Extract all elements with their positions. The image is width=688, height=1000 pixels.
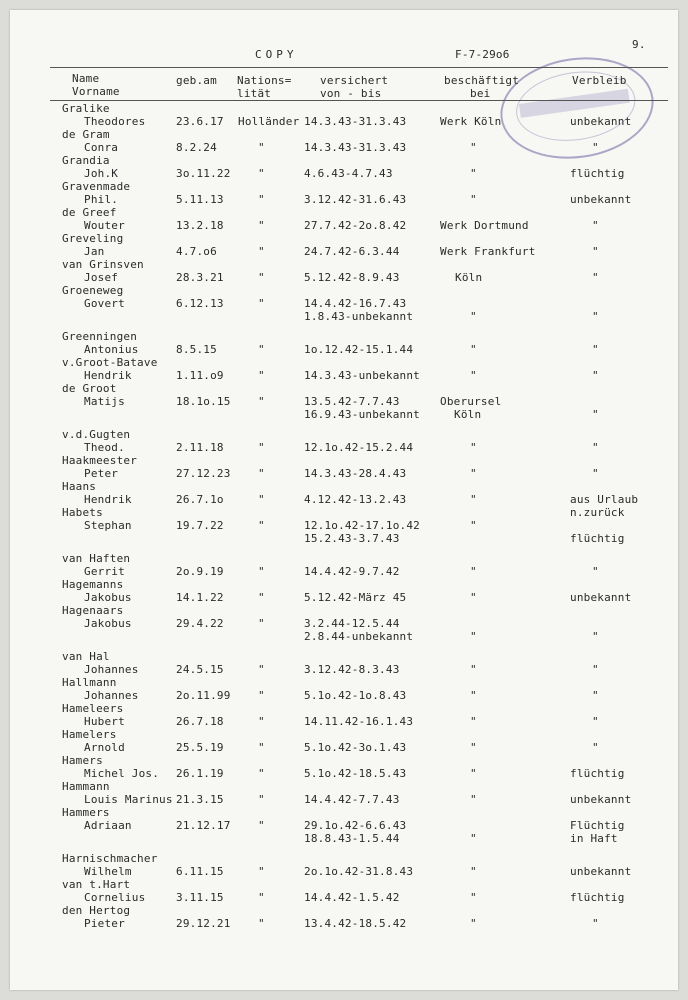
row-employer: Köln [455,271,483,284]
row-whereabouts: in Haft [570,832,618,845]
row-given-name: Louis Marinus [84,793,173,806]
row-employer: " [470,519,477,532]
row-employer: " [470,493,477,506]
row-employer: " [470,565,477,578]
row-nationality: " [258,141,265,154]
row-birth-date: 29.4.22 [176,617,224,630]
row-whereabouts: " [592,715,599,728]
row-given-name: Stephan [84,519,132,532]
row-employer: " [470,141,477,154]
row-insured-period: 12.1o.42-15.2.44 [304,441,414,454]
col-header-name: Name [72,72,100,85]
row-given-name: Matijs [84,395,125,408]
col-header-vers-2: von - bis [320,87,382,100]
row-insured-period: 5.1o.42-1o.8.43 [304,689,407,702]
col-header-besch-1: beschäftigt [444,74,520,87]
row-insured-period: 2o.1o.42-31.8.43 [304,865,414,878]
row-given-name: Gerrit [84,565,125,578]
row-birth-date: 2.11.18 [176,441,224,454]
row-given-name: Hendrik [84,493,132,506]
row-surname: v.Groot-Batave [62,356,158,369]
row-insured-period: 13.4.42-18.5.42 [304,917,407,930]
row-birth-date: 6.12.13 [176,297,224,310]
row-birth-date: 5.11.13 [176,193,224,206]
row-whereabouts: " [592,271,599,284]
row-given-name: Peter [84,467,119,480]
row-birth-date: 6.11.15 [176,865,224,878]
row-employer: Köln [454,408,482,421]
row-surname: Greveling [62,232,124,245]
row-birth-date: 3o.11.22 [176,167,231,180]
row-surname: Hallmann [62,676,117,689]
row-insured-period: 1o.12.42-15.1.44 [304,343,414,356]
row-insured-period: 14.3.43-unbekannt [304,369,420,382]
row-given-name: Hubert [84,715,125,728]
row-surname: de Groot [62,382,117,395]
row-nationality: " [258,493,265,506]
row-given-name: Michel Jos. [84,767,160,780]
row-birth-date: 4.7.o6 [176,245,217,258]
row-surname: Greenningen [62,330,138,343]
row-birth-date: 8.2.24 [176,141,217,154]
col-header-verbleib: Verbleib [572,74,627,87]
header-rule-bottom [50,100,668,101]
row-employer: " [470,663,477,676]
row-nationality: " [258,617,265,630]
row-nationality: " [258,591,265,604]
row-employer: " [470,193,477,206]
row-whereabouts: " [592,343,599,356]
col-header-vorname: Vorname [72,85,120,98]
row-given-name: Hendrik [84,369,132,382]
row-employer: " [470,591,477,604]
row-given-name: Conra [84,141,119,154]
row-given-name: Jakobus [84,591,132,604]
row-insured-period: 15.2.43-3.7.43 [304,532,400,545]
row-given-name: Adriaan [84,819,132,832]
row-nationality: " [258,343,265,356]
row-given-name: Johannes [84,689,139,702]
row-whereabouts: Flüchtig [570,819,625,832]
row-whereabouts: unbekannt [570,115,632,128]
row-birth-date: 26.1.19 [176,767,224,780]
row-birth-date: 3.11.15 [176,891,224,904]
row-employer: " [470,891,477,904]
row-surname: van t.Hart [62,878,131,891]
row-employer: " [470,832,477,845]
row-insured-period: 29.1o.42-6.6.43 [304,819,407,832]
row-surname: Haakmeester [62,454,138,467]
row-insured-period: 14.3.43-31.3.43 [304,115,407,128]
row-whereabouts: " [592,441,599,454]
row-birth-date: 23.6.17 [176,115,224,128]
row-given-name: Joh.K [84,167,119,180]
row-nationality: " [258,193,265,206]
row-employer: " [470,767,477,780]
row-employer: " [470,467,477,480]
row-whereabouts: " [592,141,599,154]
row-birth-date: 29.12.21 [176,917,231,930]
row-nationality: " [258,245,265,258]
row-given-name: Govert [84,297,125,310]
row-surname: Gravenmade [62,180,131,193]
row-employer: " [470,441,477,454]
row-nationality: " [258,369,265,382]
row-whereabouts: unbekannt [570,793,632,806]
row-employer: " [470,689,477,702]
row-employer: " [470,630,477,643]
row-nationality: " [258,715,265,728]
row-nationality: " [258,297,265,310]
row-surname: van Grinsven [62,258,144,271]
row-birth-date: 21.3.15 [176,793,224,806]
row-given-name: Wouter [84,219,125,232]
row-birth-date: 26.7.1o [176,493,224,506]
row-birth-date: 8.5.15 [176,343,217,356]
row-surname: Hamelers [62,728,117,741]
row-employer: Werk Köln [440,115,502,128]
row-nationality: " [258,565,265,578]
row-insured-period: 14.3.43-28.4.43 [304,467,407,480]
row-insured-period: 3.2.44-12.5.44 [304,617,400,630]
row-birth-date: 25.5.19 [176,741,224,754]
row-whereabouts: " [592,245,599,258]
row-given-name: Jan [84,245,105,258]
doc-reference: F-7-29o6 [455,48,510,61]
row-surname: Groeneweg [62,284,124,297]
row-whereabouts: unbekannt [570,865,632,878]
row-surname: van Hal [62,650,110,663]
row-given-name: Theod. [84,441,125,454]
row-given-name: Phil. [84,193,119,206]
row-whereabouts: " [592,565,599,578]
row-insured-period: 16.9.43-unbekannt [304,408,420,421]
row-insured-period: 14.3.43-31.3.43 [304,141,407,154]
col-header-besch-2: bei [470,87,491,100]
row-surname: Hagenaars [62,604,124,617]
row-nationality: " [258,167,265,180]
row-employer: " [470,917,477,930]
row-surname: Hamers [62,754,103,767]
row-insured-period: 14.4.42-1.5.42 [304,891,400,904]
row-whereabouts: flüchtig [570,767,625,780]
row-insured-period: 5.12.42-März 45 [304,591,407,604]
row-employer: " [470,167,477,180]
row-insured-period: 14.4.42-7.7.43 [304,793,400,806]
row-birth-date: 24.5.15 [176,663,224,676]
row-nationality: " [258,917,265,930]
row-employer: Werk Dortmund [440,219,529,232]
row-whereabouts: " [592,310,599,323]
col-header-geb: geb.am [176,74,217,87]
row-surname: van Haften [62,552,131,565]
row-employer: " [470,343,477,356]
row-insured-period: 14.4.42-16.7.43 [304,297,407,310]
row-birth-date: 14.1.22 [176,591,224,604]
row-whereabouts: unbekannt [570,193,632,206]
row-nationality: " [258,395,265,408]
row-nationality: " [258,271,265,284]
doc-title: COPY [255,48,298,61]
row-surname: den Hertog [62,904,131,917]
row-surname: Hagemanns [62,578,124,591]
row-birth-date: 26.7.18 [176,715,224,728]
row-given-name: Josef [84,271,119,284]
row-insured-period: 27.7.42-2o.8.42 [304,219,407,232]
row-given-name: Wilhelm [84,865,132,878]
header-rule-top [50,67,668,68]
col-header-nat-1: Nations= [237,74,292,87]
row-employer: " [470,741,477,754]
row-birth-date: 1.11.o9 [176,369,224,382]
row-insured-period: 3.12.42-8.3.43 [304,663,400,676]
row-surname: Harnischmacher [62,852,158,865]
row-whereabouts: n.zurück [570,506,625,519]
row-nationality: " [258,467,265,480]
row-birth-date: 21.12.17 [176,819,231,832]
row-insured-period: 1.8.43-unbekannt [304,310,414,323]
row-whereabouts: " [592,663,599,676]
row-nationality: " [258,441,265,454]
row-given-name: Jakobus [84,617,132,630]
row-birth-date: 27.12.23 [176,467,231,480]
row-whereabouts: " [592,630,599,643]
row-insured-period: 5.1o.42-3o.1.43 [304,741,407,754]
row-birth-date: 28.3.21 [176,271,224,284]
row-surname: de Greef [62,206,117,219]
row-nationality: " [258,767,265,780]
row-given-name: Johannes [84,663,139,676]
row-nationality: " [258,865,265,878]
row-whereabouts: " [592,369,599,382]
row-surname: Grandia [62,154,110,167]
row-whereabouts: " [592,689,599,702]
row-insured-period: 13.5.42-7.7.43 [304,395,400,408]
row-whereabouts: " [592,917,599,930]
row-given-name: Cornelius [84,891,146,904]
row-nationality: " [258,519,265,532]
row-whereabouts: " [592,467,599,480]
row-birth-date: 19.7.22 [176,519,224,532]
row-insured-period: 12.1o.42-17.1o.42 [304,519,420,532]
row-employer: Werk Frankfurt [440,245,536,258]
row-nationality: " [258,819,265,832]
row-employer: " [470,310,477,323]
row-whereabouts: flüchtig [570,532,625,545]
row-birth-date: 2o.11.99 [176,689,231,702]
row-birth-date: 2o.9.19 [176,565,224,578]
row-insured-period: 4.12.42-13.2.43 [304,493,407,506]
row-surname: Hammann [62,780,110,793]
row-whereabouts: " [592,219,599,232]
row-given-name: Arnold [84,741,125,754]
row-nationality: Holländer [238,115,300,128]
row-nationality: " [258,741,265,754]
row-nationality: " [258,891,265,904]
row-given-name: Antonius [84,343,139,356]
row-whereabouts: " [592,408,599,421]
row-surname: Haans [62,480,97,493]
row-whereabouts: flüchtig [570,891,625,904]
row-employer: Oberursel [440,395,502,408]
row-whereabouts: " [592,741,599,754]
row-insured-period: 24.7.42-6.3.44 [304,245,400,258]
row-insured-period: 3.12.42-31.6.43 [304,193,407,206]
row-nationality: " [258,689,265,702]
row-whereabouts: aus Urlaub [570,493,639,506]
row-insured-period: 4.6.43-4.7.43 [304,167,393,180]
row-employer: " [470,715,477,728]
row-insured-period: 2.8.44-unbekannt [304,630,414,643]
row-whereabouts: flüchtig [570,167,625,180]
row-insured-period: 5.1o.42-18.5.43 [304,767,407,780]
col-header-vers-1: versichert [320,74,389,87]
row-birth-date: 18.1o.15 [176,395,231,408]
row-nationality: " [258,219,265,232]
row-given-name: Pieter [84,917,125,930]
row-surname: Gralike [62,102,110,115]
row-insured-period: 14.4.42-9.7.42 [304,565,400,578]
row-insured-period: 5.12.42-8.9.43 [304,271,400,284]
row-birth-date: 13.2.18 [176,219,224,232]
row-surname: Hameleers [62,702,124,715]
row-insured-period: 14.11.42-16.1.43 [304,715,414,728]
row-employer: " [470,793,477,806]
row-surname: v.d.Gugten [62,428,131,441]
col-header-nat-2: lität [237,87,272,100]
row-surname: Habets [62,506,103,519]
page-number: 9. [632,38,646,51]
row-surname: Hammers [62,806,110,819]
row-insured-period: 18.8.43-1.5.44 [304,832,400,845]
row-whereabouts: unbekannt [570,591,632,604]
row-surname: de Gram [62,128,110,141]
row-nationality: " [258,793,265,806]
row-employer: " [470,865,477,878]
row-nationality: " [258,663,265,676]
row-given-name: Theodores [84,115,146,128]
row-employer: " [470,369,477,382]
